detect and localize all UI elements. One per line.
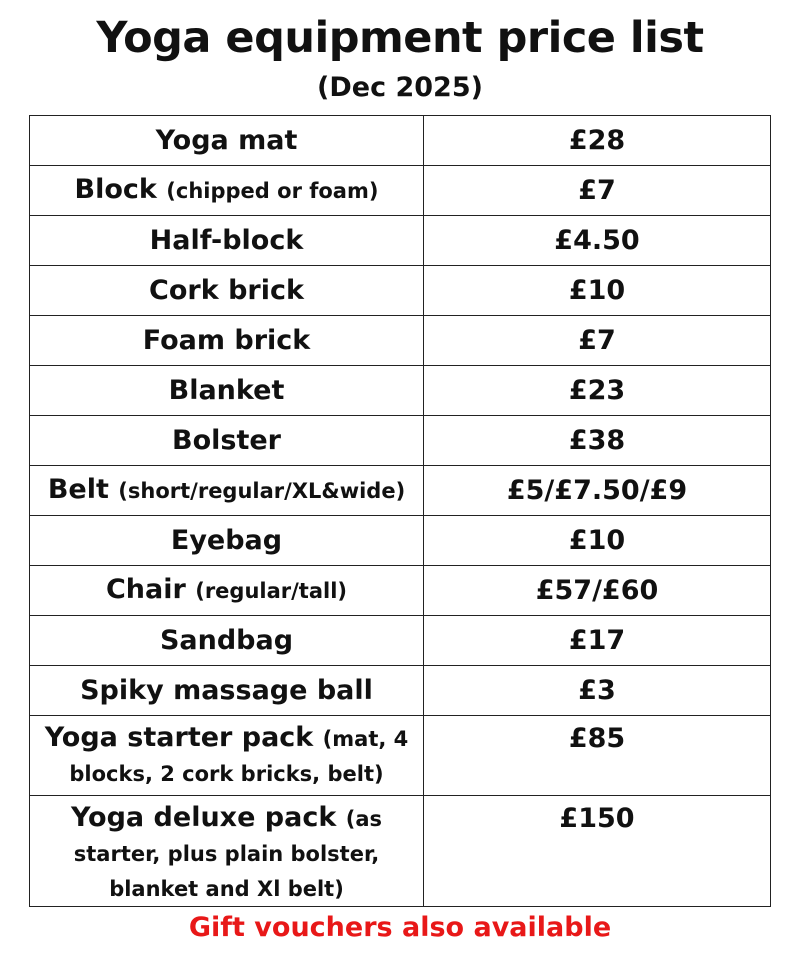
item-cell: [30, 716, 424, 796]
item-name: Foam brick: [142, 325, 311, 356]
item-name: Belt: [47, 474, 109, 505]
table-row: [30, 266, 771, 316]
item-name: Sandbag: [159, 625, 294, 656]
item-cell: [30, 616, 424, 666]
price-cell: £17: [424, 616, 771, 666]
price-cell: £4.50: [424, 216, 771, 266]
item-cell: [30, 266, 424, 316]
page-subtitle: (Dec 2025): [317, 72, 483, 103]
item-name: Cork brick: [149, 275, 304, 306]
table-row: [30, 516, 771, 566]
item-cell: [30, 566, 424, 616]
item-name: Blanket: [168, 375, 285, 406]
price-cell: £28: [424, 116, 771, 166]
table-row: [30, 716, 771, 796]
price-table: [29, 115, 771, 907]
table-row: [30, 316, 771, 366]
item-cell: [30, 316, 424, 366]
table-row: [30, 216, 771, 266]
item-name: Bolster: [172, 425, 281, 456]
table-row: [30, 366, 771, 416]
item-name: Block: [74, 174, 157, 205]
item-cell: [30, 366, 424, 416]
price-cell: £10: [424, 266, 771, 316]
item-cell: [30, 166, 424, 216]
item-cell: [30, 416, 424, 466]
item-note: (mat, 4 blocks, 2 cork bricks, belt): [69, 727, 409, 786]
item-note: (short/regular/XL&wide): [118, 479, 406, 503]
item-cell: [30, 666, 424, 716]
price-cell: £3: [424, 666, 771, 716]
item-name: Yoga deluxe pack: [70, 802, 337, 833]
price-cell: £150: [424, 796, 771, 907]
item-note: (regular/tall): [195, 579, 347, 603]
price-cell: £5/£7.50/£9: [424, 466, 771, 516]
item-name: Spiky massage ball: [80, 675, 373, 706]
price-cell: £85: [424, 716, 771, 796]
price-cell: £38: [424, 416, 771, 466]
table-row: [30, 116, 771, 166]
table-row: [30, 796, 771, 907]
item-cell: [30, 216, 424, 266]
price-cell: £23: [424, 366, 771, 416]
item-name: Eyebag: [170, 525, 283, 556]
item-note: (as starter, plus plain bolster, blanket and Xl belt): [73, 807, 382, 901]
page-title: Yoga equipment price list: [96, 13, 704, 63]
price-cell: £7: [424, 316, 771, 366]
item-cell: [30, 466, 424, 516]
item-name: Yoga mat: [155, 125, 298, 156]
table-row: [30, 166, 771, 216]
gift-voucher-note: Gift vouchers also available: [188, 912, 612, 943]
item-cell: [30, 796, 424, 907]
item-cell: [30, 116, 424, 166]
table-row: [30, 566, 771, 616]
table-row: [30, 666, 771, 716]
item-cell: [30, 516, 424, 566]
table-row: [30, 616, 771, 666]
table-row: [30, 466, 771, 516]
item-note: (chipped or foam): [166, 179, 379, 203]
price-cell: £10: [424, 516, 771, 566]
price-cell: £57/£60: [424, 566, 771, 616]
item-name: Half-block: [149, 225, 304, 256]
price-cell: £7: [424, 166, 771, 216]
item-name: Yoga starter pack: [44, 722, 314, 753]
table-row: [30, 416, 771, 466]
item-name: Chair: [105, 574, 186, 605]
